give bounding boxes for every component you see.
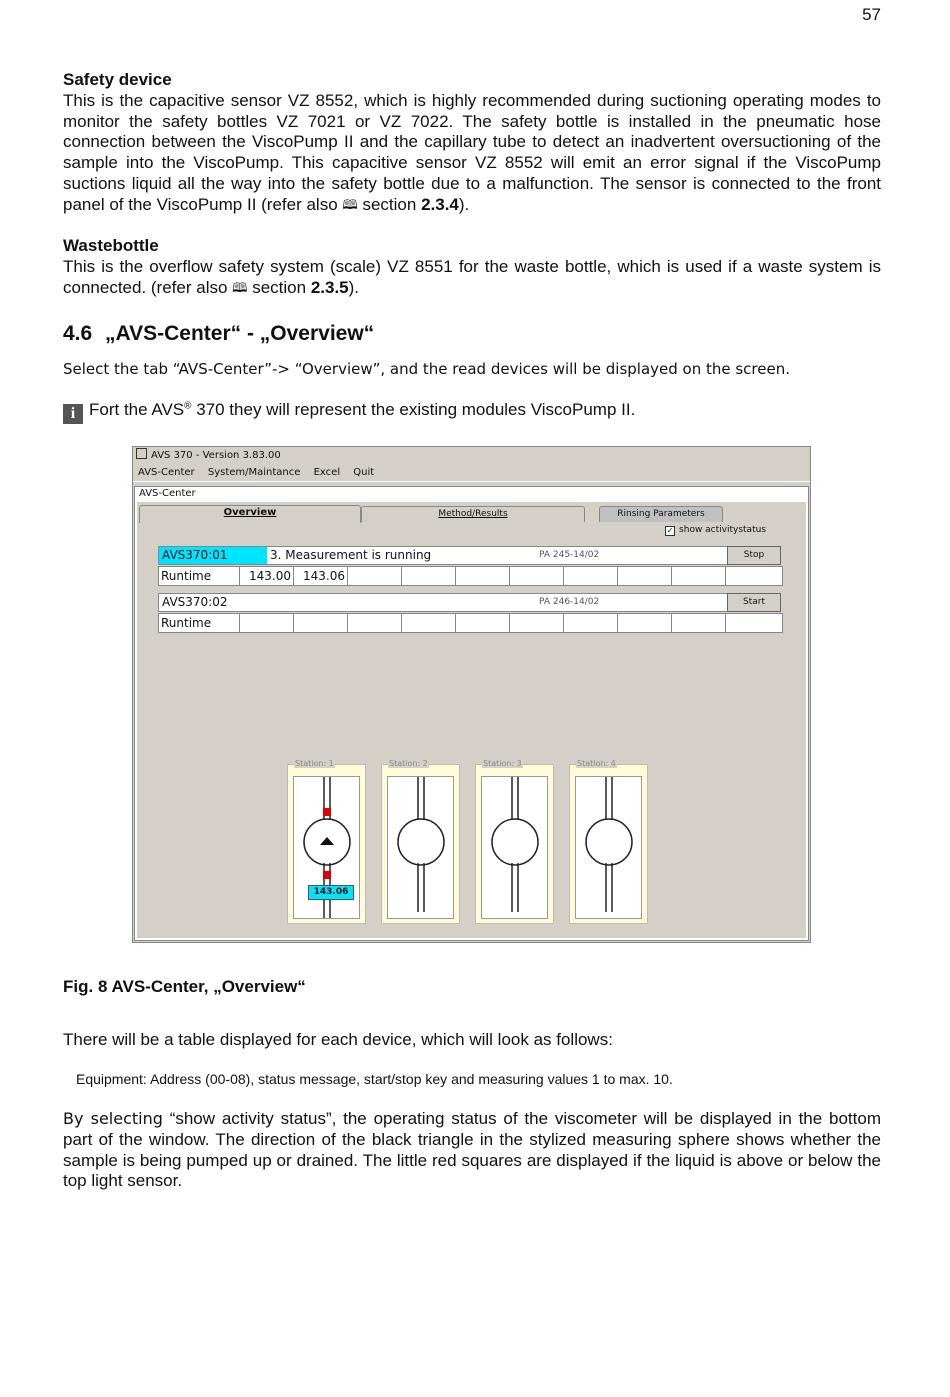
station-value: 143.06 [308, 885, 354, 900]
tab-panel [137, 502, 806, 938]
section-word: section [252, 277, 307, 297]
activity-prefix: By selecting [63, 1109, 163, 1128]
book-icon: 🕮 [342, 196, 358, 212]
value-cell [348, 614, 402, 632]
runtime-row [158, 613, 783, 633]
wastebottle-block [63, 236, 881, 298]
section-title: „AVS-Center“ - „Overview“ [105, 322, 375, 345]
menu-bar [133, 465, 810, 482]
menu-excel[interactable]: Excel [313, 467, 341, 478]
device-address: AVS370:02 [162, 595, 228, 609]
section-ref: 2.3.5 [310, 277, 349, 297]
book-icon: 🕮 [232, 279, 248, 295]
station-4 [569, 759, 648, 924]
page-number: 57 [862, 5, 881, 24]
activity-status-paragraph [63, 1109, 881, 1192]
info-icon: i [63, 404, 83, 424]
section-heading [63, 322, 374, 346]
upper-sensor-indicator [323, 808, 331, 816]
show-activity-checkbox[interactable] [665, 525, 766, 536]
value-cell [348, 567, 402, 585]
window-title: AVS 370 - Version 3.83.00 [151, 450, 281, 461]
ref-close: ). [458, 194, 470, 214]
tab-rinsing-parameters[interactable]: Rinsing Parameters [599, 506, 723, 522]
station-label: Station: 1 [295, 759, 334, 768]
measuring-sphere [575, 776, 642, 919]
device-pa: PA 246-14/02 [539, 597, 600, 607]
sphere-graphic [388, 777, 453, 918]
runtime-row [158, 566, 783, 586]
section-ref: 2.3.4 [421, 194, 459, 214]
device-status-row [158, 593, 730, 612]
runtime-label: Runtime [159, 614, 240, 632]
wastebottle-text: This is the overflow safety system (scale) VZ 8551 for the waste bottle, which is used if a waste system is connected. (refer also [63, 256, 881, 297]
device-pa: PA 245-14/02 [539, 550, 600, 560]
ref-close: ). [348, 277, 360, 297]
table-intro: There will be a table displayed for each device, which will look as follows: [63, 1030, 613, 1049]
value-cell [456, 567, 510, 585]
checkbox-icon[interactable]: ✓ [666, 526, 674, 535]
value-cell [456, 614, 510, 632]
safety-device-block [63, 70, 881, 216]
station-1 [287, 759, 366, 924]
value-cell [618, 614, 672, 632]
value-cell [726, 567, 782, 585]
value-cell [672, 614, 726, 632]
value-cell [618, 567, 672, 585]
value-cell [510, 567, 564, 585]
registered-mark: ® [184, 400, 192, 412]
menu-quit[interactable]: Quit [353, 467, 375, 478]
value-cell [564, 567, 618, 585]
safety-device-heading: Safety device [63, 70, 172, 89]
runtime-label: Runtime [159, 567, 240, 585]
start-button[interactable]: Start [727, 593, 781, 612]
value-cell [672, 567, 726, 585]
section-word: section [362, 194, 417, 214]
measuring-sphere [293, 776, 360, 919]
measuring-sphere [387, 776, 454, 919]
sphere-graphic [576, 777, 641, 918]
avs-center-frame [134, 486, 809, 941]
figure-caption: Fig. 8 AVS-Center, „Overview“ [63, 977, 306, 996]
info-line [63, 400, 635, 424]
station-2 [381, 759, 460, 924]
station-label: Station: 4 [577, 759, 616, 768]
section-number: 4.6 [63, 322, 93, 345]
status-message: 3. Measurement is running [270, 548, 432, 562]
window-titlebar [133, 447, 810, 464]
app-icon [136, 448, 147, 459]
station-label: Station: 2 [389, 759, 428, 768]
value-cell: 143.00 [240, 567, 294, 585]
lower-sensor-indicator [323, 871, 331, 879]
menu-system-maintance[interactable]: System/Maintance [207, 467, 301, 478]
activity-body: “show activity status”, the operating status of the viscometer will be displayed in the bottom part of the window. The direction of the black triangle in the stylized measuring sphere shows whether the sample is being pumped up or drained. The little red squares are displayed if the liquid is above or below the top light sensor. [63, 1109, 881, 1191]
select-instruction: Select the tab “AVS-Center”-> “Overview”, and the read devices will be displayed on the screen. [63, 360, 791, 378]
info-text-pre: Fort the AVS [89, 400, 185, 419]
menu-avs-center[interactable]: AVS-Center [138, 467, 195, 478]
tab-overview[interactable]: Overview [139, 505, 361, 523]
value-cell [510, 614, 564, 632]
value-cell [402, 567, 456, 585]
value-cell [564, 614, 618, 632]
safety-device-text: This is the capacitive sensor VZ 8552, which is highly recommended during suctioning operating modes to monitor the safety bottles VZ 7021 or VZ 7022. The safety bottle is installed in the pneumatic hose connection between the ViscoPump II and the capillary tube to detect an inadvertent oversuctioning of the sample into the ViscoPump. This capacitive sensor VZ 8552 will emit an error signal if the ViscoPump suctions liquid all the way into the safety bottle due to a malfunction. The sensor is connected to the front panel of the ViscoPump II (refer also [63, 90, 881, 214]
equipment-note: Equipment: Address (00-08), status message, start/stop key and measuring values 1 to max. 10. [76, 1071, 673, 1087]
wastebottle-heading: Wastebottle [63, 236, 159, 255]
stop-button[interactable]: Stop [727, 546, 781, 565]
avs-center-screenshot [132, 446, 811, 943]
value-cell [294, 614, 348, 632]
station-3 [475, 759, 554, 924]
sphere-graphic [482, 777, 547, 918]
value-cell [240, 614, 294, 632]
device-address: AVS370:01 [159, 547, 267, 564]
device-status-row [158, 546, 730, 565]
checkbox-label: show activitystatus [679, 525, 766, 535]
tab-method-results[interactable]: Method/Results [361, 506, 585, 522]
measuring-sphere [481, 776, 548, 919]
value-cell: 143.06 [294, 567, 348, 585]
value-cell [402, 614, 456, 632]
station-label: Station: 3 [483, 759, 522, 768]
info-text-post: 370 they will represent the existing modules ViscoPump II. [191, 400, 636, 419]
frame-title: AVS-Center [139, 488, 196, 499]
value-cell [726, 614, 782, 632]
